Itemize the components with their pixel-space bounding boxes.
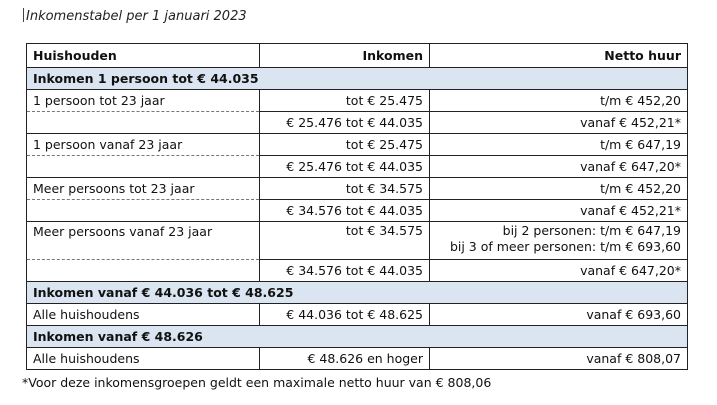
rent-cell: [430, 222, 688, 260]
table-row: [27, 112, 688, 134]
household-cell: Alle huishoudens: [27, 348, 260, 370]
household-cell: Meer persoons tot 23 jaar: [27, 178, 260, 200]
income-cell: € 25.476 tot € 44.035: [260, 156, 430, 178]
rent-cell: t/m € 452,20: [430, 90, 688, 112]
table-row: [27, 178, 688, 200]
income-cell: € 34.576 tot € 44.035: [260, 200, 430, 222]
rent-line: bij 3 of meer personen: t/m € 693,60: [449, 239, 681, 254]
rent-cell: vanaf € 452,21*: [430, 112, 688, 134]
header-income: Inkomen: [260, 44, 430, 68]
income-cell: tot € 25.475: [260, 134, 430, 156]
table-row: [27, 260, 688, 282]
household-cell: [27, 112, 260, 134]
footnote: *Voor deze inkomensgroepen geldt een maximale netto huur van € 808,06: [22, 375, 492, 390]
header-rent: Netto huur: [430, 44, 688, 68]
rent-cell: vanaf € 647,20*: [430, 156, 688, 178]
table-row: [27, 348, 688, 370]
household-cell: [27, 156, 260, 178]
table-row: [27, 222, 688, 260]
household-cell: Alle huishoudens: [27, 304, 260, 326]
section-heading-row: [27, 68, 688, 90]
table-row: [27, 134, 688, 156]
income-cell: tot € 34.575: [260, 178, 430, 200]
household-cell: Meer persoons vanaf 23 jaar: [27, 222, 260, 260]
income-cell: € 25.476 tot € 44.035: [260, 112, 430, 134]
rent-cell: vanaf € 693,60: [430, 304, 688, 326]
page-title-text: Inkomenstabel per 1 januari 2023: [26, 9, 247, 24]
rent-cell: vanaf € 452,21*: [430, 200, 688, 222]
rent-cell: t/m € 452,20: [430, 178, 688, 200]
text-cursor: [23, 8, 24, 22]
income-cell: tot € 34.575: [260, 222, 430, 260]
rent-cell: t/m € 647,19: [430, 134, 688, 156]
table-row: [27, 200, 688, 222]
income-cell: € 34.576 tot € 44.035: [260, 260, 430, 282]
page-title: [23, 8, 247, 24]
household-cell: [27, 260, 260, 282]
section-heading: Inkomen 1 persoon tot € 44.035: [27, 68, 688, 90]
household-cell: [27, 200, 260, 222]
rent-line: bij 2 personen: t/m € 647,19: [502, 223, 681, 238]
income-cell: tot € 25.475: [260, 90, 430, 112]
section-heading-row: [27, 282, 688, 304]
table-row: [27, 156, 688, 178]
header-household: Huishouden: [27, 44, 260, 68]
table-row: [27, 304, 688, 326]
income-table: [26, 43, 688, 370]
income-cell: € 44.036 tot € 48.625: [260, 304, 430, 326]
income-cell: € 48.626 en hoger: [260, 348, 430, 370]
rent-cell: vanaf € 808,07: [430, 348, 688, 370]
rent-cell: vanaf € 647,20*: [430, 260, 688, 282]
table-row: [27, 90, 688, 112]
table-header-row: [27, 44, 688, 68]
section-heading: Inkomen vanaf € 48.626: [27, 326, 688, 348]
section-heading-row: [27, 326, 688, 348]
household-cell: 1 persoon vanaf 23 jaar: [27, 134, 260, 156]
household-cell: 1 persoon tot 23 jaar: [27, 90, 260, 112]
section-heading: Inkomen vanaf € 44.036 tot € 48.625: [27, 282, 688, 304]
